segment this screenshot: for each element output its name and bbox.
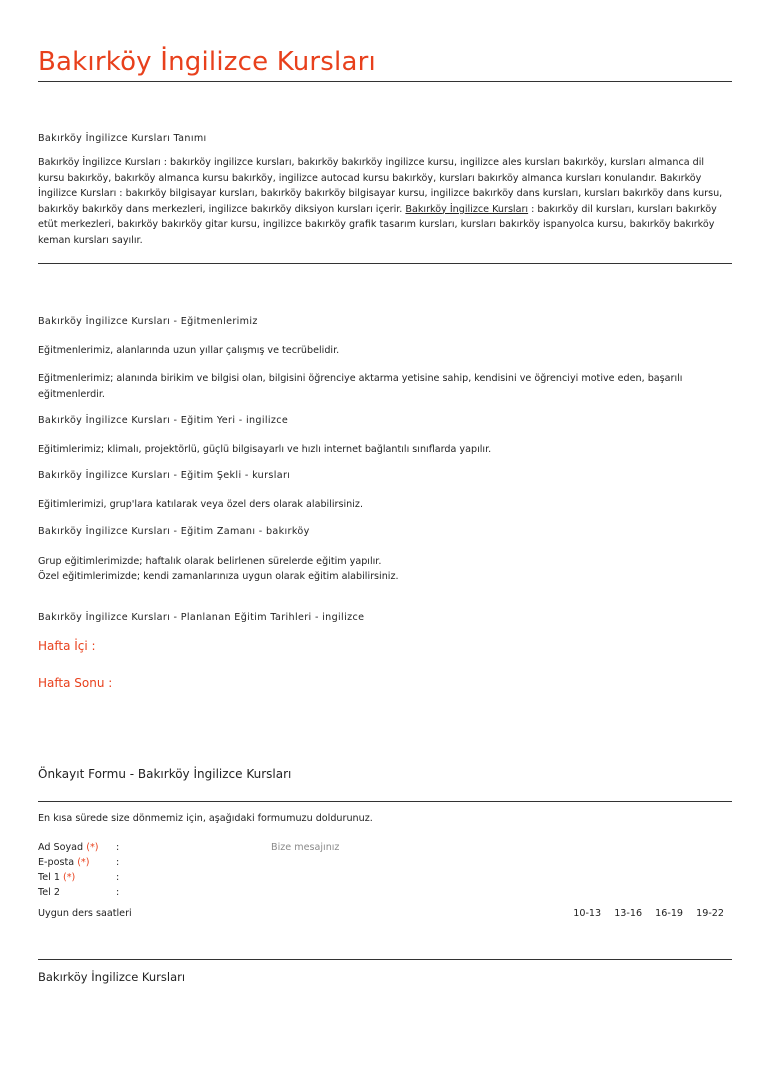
trainers-text-2: Eğitmenlerimiz; alanında birikim ve bilgisi olan, bilgisini öğrenciye aktarma yetisine sahip, kendisini ve öğrenciyi motive eden, başarılı eğitmenlerdir. (38, 373, 683, 400)
trainers-heading: Bakırköy İngilizce Kursları - Eğitmenlerimiz (38, 316, 258, 327)
message-field[interactable]: Bize mesajınız (271, 842, 340, 853)
tel1-field-label: Tel 1 (38, 872, 60, 883)
intro-paragraph (38, 155, 732, 248)
dates-heading: Bakırköy İngilizce Kursları - Planlanan Eğitim Tarihleri - ingilizce (38, 612, 365, 623)
required-marker: (*) (63, 872, 76, 883)
trainers-text-1: Eğitmenlerimiz, alanlarında uzun yıllar çalışmış ve tecrübelidir. (38, 345, 340, 356)
time-text-2: Özel eğitimlerimizde; kendi zamanlarınıza uygun olarak eğitim alabilirsiniz. (38, 571, 399, 582)
hours-label: Uygun ders saatleri (38, 908, 132, 919)
tel2-field-label: Tel 2 (38, 887, 60, 898)
time-heading: Bakırköy İngilizce Kursları - Eğitim Zamanı - bakırköy (38, 526, 310, 537)
field-colon: : (116, 872, 120, 883)
place-text: Eğitimlerimiz; klimalı, projektörlü, güçlü bilgisayarlı ve hızlı internet bağlantılı sınıflarda yapılır. (38, 444, 492, 455)
hour-slots (573, 906, 724, 922)
email-field-label: E-posta (38, 857, 75, 868)
intro-text-after-link: : bakırköy dil kursları, kursları bakırköy etüt merkezleri, bakırköy bakırköy gitar kursu, ingilizce bakırköy grafik tasarım kursları, kursları bakırköy ispanyolca kursu, bakırköy bakırköy keman kursları sayılır. (38, 203, 717, 246)
form-intro: En kısa sürede size dönmemiz için, aşağıdaki formumuzu doldurunuz. (38, 813, 373, 824)
intro-heading: Bakırköy İngilizce Kursları Tanımı (38, 133, 207, 144)
page-title: Bakırköy İngilizce Kursları (38, 47, 376, 78)
form-title: Önkayıt Formu - Bakırköy İngilizce Kursları (38, 767, 292, 781)
form-title-divider (38, 801, 732, 802)
footer-divider (38, 959, 732, 960)
weekend-label: Hafta Sonu : (38, 676, 113, 690)
time-text-1: Grup eğitimlerimizde; haftalık olarak belirlenen sürelerde eğitim yapılır. (38, 556, 382, 567)
hour-slot-option[interactable]: 10-13 (573, 908, 602, 919)
weekday-label: Hafta İçi : (38, 639, 96, 653)
format-heading: Bakırköy İngilizce Kursları - Eğitim Şekli - kursları (38, 470, 291, 481)
intro-divider (38, 263, 732, 264)
name-field-label: Ad Soyad (38, 842, 84, 853)
field-colon: : (116, 887, 120, 898)
intro-text-before-link: Bakırköy İngilizce Kursları : bakırköy ingilizce kursları, bakırköy bakırköy ingilizce kursu, ingilizce ales kursları bakırköy, kursları almanca dil kursu bakırköy, bakırköy almanca kursu bakırköy, ingilizce autocad kursu bakırköy, kursları bakırköy almanca kursları konulandır. Bakırköy İngilizce Kursları : bakırköy bilgisayar kursları, bakırköy bakırköy bilgisayar kursu, ingilizce bakırköy dans kursları, kursları bakırköy dans kursu, bakırköy bakırköy dans merkezleri, ingilizce bakırköy diksiyon kursları içerir. (38, 157, 723, 215)
place-heading: Bakırköy İngilizce Kursları - Eğitim Yeri - ingilizce (38, 415, 289, 426)
required-marker: (*) (86, 842, 99, 853)
field-colon: : (116, 857, 120, 868)
footer-text: Bakırköy İngilizce Kursları (38, 970, 186, 984)
title-divider (38, 81, 732, 82)
tel1-field-row[interactable] (38, 870, 338, 886)
hour-slot-option[interactable]: 13-16 (614, 908, 643, 919)
hour-slot-option[interactable]: 19-22 (696, 908, 724, 919)
field-colon: : (116, 842, 120, 853)
hour-slot-option[interactable]: 16-19 (655, 908, 684, 919)
email-field-row[interactable] (38, 855, 338, 871)
format-text: Eğitimlerimizi, grup'lara katılarak veya özel ders olarak alabilirsiniz. (38, 499, 363, 510)
intro-link[interactable]: Bakırköy İngilizce Kursları (405, 203, 529, 215)
required-marker: (*) (77, 857, 90, 868)
tel2-field-row[interactable] (38, 885, 338, 901)
